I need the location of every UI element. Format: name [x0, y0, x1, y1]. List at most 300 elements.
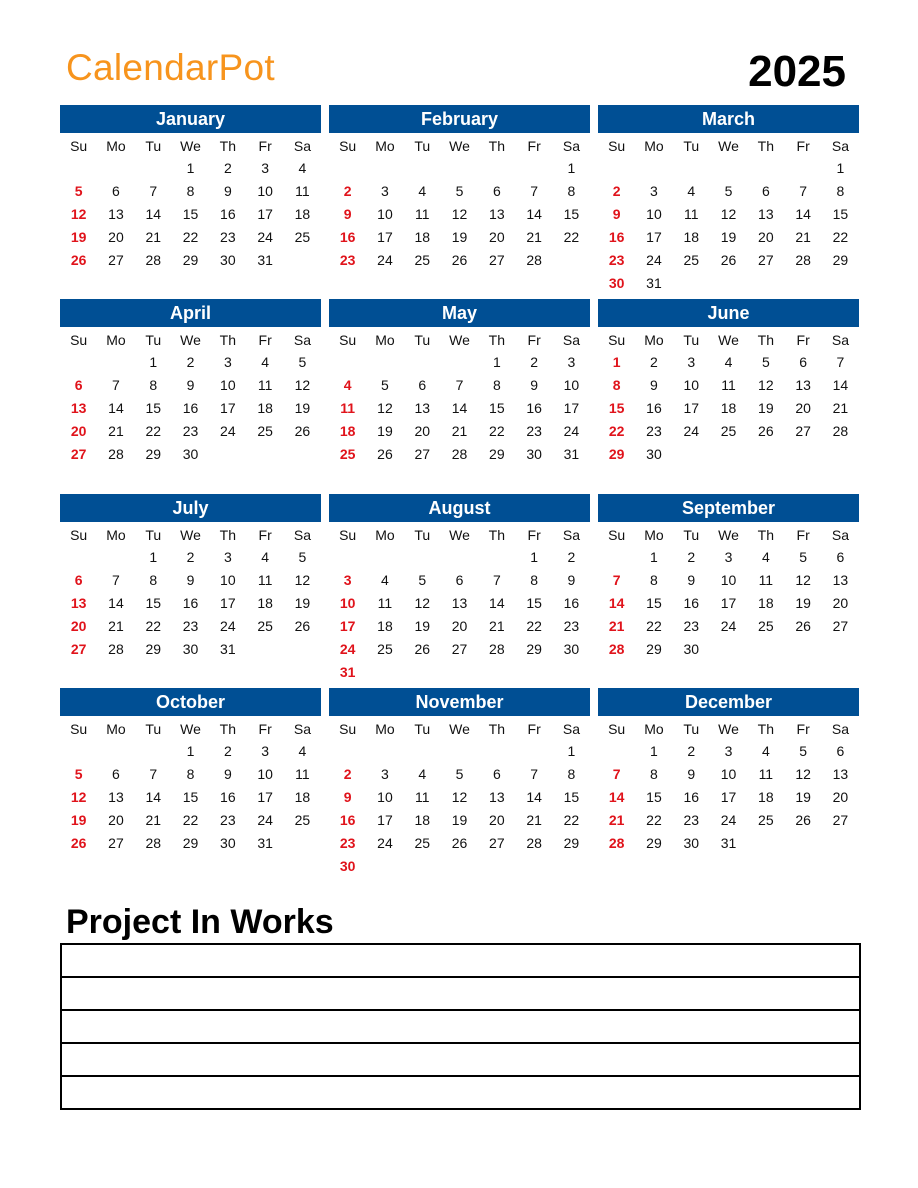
month-september: [598, 494, 859, 661]
day-cell: 5: [418, 572, 427, 588]
day-cell: 3: [223, 354, 232, 370]
weekday-label: Th: [757, 527, 774, 543]
weekday-label: Mo: [106, 332, 126, 348]
day-cell: 29: [646, 835, 662, 851]
day-cell: 2: [687, 549, 696, 565]
month-header: September: [598, 494, 859, 522]
project-line[interactable]: [62, 1044, 859, 1077]
day-cell: 9: [567, 572, 576, 588]
weekday-label: Sa: [293, 527, 311, 543]
day-cell: 16: [563, 595, 580, 611]
day-cell: 24: [563, 423, 580, 439]
weekday-label: Mo: [644, 332, 664, 348]
day-cell: 1: [567, 743, 576, 759]
day-cell: 15: [145, 595, 162, 611]
day-cell: 14: [451, 400, 468, 416]
day-cell: 29: [182, 835, 199, 851]
day-cell: 28: [108, 446, 124, 462]
weekday-label: Sa: [562, 138, 580, 154]
weekday-label: Th: [757, 721, 774, 737]
weekday-label: Sa: [562, 721, 580, 737]
day-cell: 2: [650, 354, 658, 370]
day-cell-sunday: 28: [608, 835, 625, 851]
month-header: March: [598, 105, 859, 133]
day-cell: 10: [220, 572, 236, 588]
weekday-label: Su: [70, 721, 88, 737]
day-cell: 2: [567, 549, 576, 565]
empty-cell: [710, 157, 747, 180]
day-cell-sunday: 13: [70, 400, 87, 416]
day-cell-sunday: 14: [608, 595, 625, 611]
day-cell: 19: [377, 423, 393, 439]
day-cell: 4: [298, 160, 307, 176]
day-cell: 6: [418, 377, 427, 393]
day-cell: 23: [220, 812, 236, 828]
month-days-grid: [598, 329, 859, 466]
day-cell: 29: [145, 641, 162, 657]
day-cell: 25: [414, 252, 431, 268]
weekday-label: Sa: [831, 721, 849, 737]
day-cell: 8: [149, 572, 158, 588]
empty-cell: [329, 157, 366, 180]
day-cell: 11: [758, 766, 774, 782]
day-cell: 28: [489, 641, 505, 657]
day-cell: 22: [182, 812, 199, 828]
day-cell: 4: [261, 354, 270, 370]
month-header: July: [60, 494, 321, 522]
day-cell: 9: [223, 766, 232, 782]
day-cell: 1: [836, 160, 845, 176]
day-cell-sunday: 18: [339, 423, 356, 439]
day-cell: 19: [720, 229, 737, 245]
day-cell: 24: [720, 812, 737, 828]
month-header: April: [60, 299, 321, 327]
day-cell-sunday: 10: [339, 595, 356, 611]
day-cell-sunday: 16: [339, 229, 356, 245]
day-cell: 7: [530, 766, 539, 782]
day-cell: 14: [145, 206, 162, 222]
day-cell: 24: [377, 835, 393, 851]
weekday-label: Th: [488, 332, 505, 348]
day-cell: 25: [758, 812, 774, 828]
day-cell: 25: [720, 423, 737, 439]
day-cell: 21: [451, 423, 468, 439]
day-cell: 17: [720, 789, 737, 805]
weekday-label: Sa: [562, 332, 580, 348]
day-cell: 14: [526, 789, 542, 805]
day-cell: 13: [489, 206, 505, 222]
day-cell: 18: [377, 618, 393, 634]
empty-cell: [784, 157, 821, 180]
day-cell-sunday: 30: [339, 858, 356, 874]
day-cell: 6: [112, 766, 120, 782]
weekday-label: Fr: [796, 527, 810, 543]
project-line[interactable]: [62, 1011, 859, 1044]
day-cell: 24: [683, 423, 700, 439]
day-cell: 14: [526, 206, 542, 222]
day-cell: 12: [414, 595, 431, 611]
day-cell-sunday: 13: [70, 595, 87, 611]
day-cell: 23: [182, 618, 199, 634]
day-cell: 5: [761, 354, 770, 370]
weekday-label: Mo: [375, 527, 395, 543]
weekday-label: We: [718, 527, 739, 543]
day-cell: 4: [298, 743, 307, 759]
day-cell: 23: [220, 229, 236, 245]
day-cell: 18: [758, 789, 774, 805]
day-cell: 11: [257, 572, 273, 588]
day-cell: 3: [724, 549, 733, 565]
empty-cell: [598, 157, 635, 180]
day-cell: 29: [646, 641, 662, 657]
day-cell: 12: [451, 789, 468, 805]
day-cell: 9: [186, 572, 195, 588]
day-cell: 25: [257, 618, 273, 634]
empty-cell: [135, 740, 172, 763]
day-cell: 27: [795, 423, 811, 439]
day-cell: 10: [257, 766, 273, 782]
weekday-label: Su: [608, 527, 626, 543]
weekday-label: We: [180, 527, 201, 543]
weekday-label: Fr: [527, 721, 541, 737]
empty-cell: [441, 157, 478, 180]
weekday-label: Su: [608, 138, 626, 154]
day-cell: 31: [720, 835, 737, 851]
day-cell: 17: [646, 229, 662, 245]
day-cell: 20: [489, 229, 505, 245]
day-cell: 4: [761, 549, 770, 565]
day-cell: 30: [220, 835, 236, 851]
day-cell: 1: [567, 160, 576, 176]
weekday-label: Tu: [414, 332, 431, 348]
empty-cell: [97, 740, 134, 763]
weekday-label: Fr: [258, 527, 272, 543]
weekday-label: Sa: [831, 527, 849, 543]
month-header: June: [598, 299, 859, 327]
weekday-label: Tu: [683, 138, 700, 154]
day-cell: 30: [526, 446, 542, 462]
month-december: [598, 688, 859, 855]
empty-cell: [366, 546, 403, 569]
day-cell: 11: [295, 183, 310, 199]
day-cell: 9: [186, 377, 195, 393]
day-cell: 15: [182, 789, 199, 805]
month-days-grid: [598, 135, 859, 295]
day-cell: 18: [414, 812, 431, 828]
day-cell: 24: [257, 229, 273, 245]
day-cell: 18: [294, 789, 311, 805]
day-cell: 26: [795, 812, 811, 828]
day-cell: 16: [182, 400, 199, 416]
day-cell: 31: [220, 641, 236, 657]
day-cell: 13: [489, 789, 505, 805]
month-days-grid: [329, 524, 590, 684]
day-cell-sunday: 11: [340, 400, 356, 416]
day-cell: 8: [492, 377, 501, 393]
day-cell: 5: [799, 743, 808, 759]
day-cell: 26: [451, 252, 468, 268]
month-may: [329, 299, 590, 466]
day-cell: 14: [145, 789, 162, 805]
projects-lines: [60, 943, 861, 1110]
day-cell: 18: [683, 229, 700, 245]
day-cell: 10: [720, 766, 737, 782]
day-cell: 28: [795, 252, 811, 268]
month-january: [60, 105, 321, 272]
project-line[interactable]: [62, 978, 859, 1011]
day-cell: 25: [683, 252, 700, 268]
weekday-label: Sa: [831, 332, 849, 348]
day-cell: 17: [220, 400, 236, 416]
day-cell: 13: [832, 766, 849, 782]
day-cell: 15: [145, 400, 162, 416]
day-cell: 8: [186, 766, 195, 782]
day-cell: 11: [414, 789, 430, 805]
day-cell: 19: [758, 400, 774, 416]
day-cell: 22: [646, 618, 662, 634]
day-cell: 2: [186, 354, 195, 370]
day-cell: 23: [563, 618, 580, 634]
month-june: [598, 299, 859, 466]
day-cell: 2: [186, 549, 195, 565]
day-cell: 10: [683, 377, 700, 393]
day-cell: 23: [526, 423, 542, 439]
day-cell: 17: [257, 789, 273, 805]
day-cell: 19: [414, 618, 431, 634]
day-cell: 12: [720, 206, 737, 222]
day-cell: 8: [650, 766, 658, 782]
day-cell: 8: [567, 766, 576, 782]
day-cell: 27: [832, 618, 849, 634]
day-cell: 26: [758, 423, 774, 439]
day-cell: 26: [451, 835, 468, 851]
day-cell: 4: [724, 354, 733, 370]
empty-cell: [404, 546, 441, 569]
day-cell: 16: [220, 789, 236, 805]
day-cell: 6: [761, 183, 770, 199]
day-cell: 31: [563, 446, 580, 462]
day-cell-sunday: 1: [612, 354, 621, 370]
day-cell: 28: [451, 446, 468, 462]
day-cell-sunday: 27: [70, 446, 87, 462]
day-cell: 1: [149, 549, 158, 565]
day-cell: 28: [145, 835, 162, 851]
day-cell: 16: [220, 206, 236, 222]
day-cell: 18: [414, 229, 431, 245]
day-cell: 21: [145, 229, 162, 245]
empty-cell: [329, 351, 366, 374]
day-cell: 22: [526, 618, 542, 634]
day-cell: 12: [294, 377, 311, 393]
day-cell: 17: [563, 400, 580, 416]
month-october: [60, 688, 321, 855]
day-cell: 24: [220, 618, 236, 634]
weekday-label: We: [718, 721, 739, 737]
day-cell: 5: [455, 183, 464, 199]
weekday-label: Th: [219, 332, 236, 348]
day-cell: 24: [377, 252, 393, 268]
month-november: [329, 688, 590, 878]
day-cell: 7: [112, 377, 120, 393]
weekday-label: We: [718, 332, 739, 348]
weekday-label: Tu: [683, 721, 700, 737]
weekday-label: We: [718, 138, 739, 154]
empty-cell: [441, 351, 478, 374]
day-cell: 12: [451, 206, 468, 222]
month-days-grid: [329, 135, 590, 272]
project-line[interactable]: [62, 945, 859, 978]
day-cell: 3: [381, 766, 389, 782]
weekday-label: We: [180, 332, 201, 348]
day-cell: 27: [489, 835, 505, 851]
day-cell-sunday: 4: [343, 377, 352, 393]
day-cell: 1: [650, 549, 658, 565]
day-cell: 2: [223, 160, 232, 176]
day-cell: 31: [646, 275, 662, 291]
day-cell-sunday: 8: [612, 377, 621, 393]
day-cell: 21: [832, 400, 849, 416]
weekday-label: Fr: [796, 721, 810, 737]
day-cell-sunday: 19: [70, 812, 87, 828]
day-cell-sunday: 23: [339, 835, 356, 851]
day-cell: 31: [257, 252, 273, 268]
day-cell: 14: [832, 377, 849, 393]
day-cell: 11: [257, 377, 273, 393]
day-cell: 27: [832, 812, 849, 828]
day-cell: 21: [489, 618, 505, 634]
day-cell: 9: [650, 377, 658, 393]
weekday-label: Th: [488, 527, 505, 543]
month-days-grid: [329, 329, 590, 466]
weekday-label: Mo: [106, 138, 126, 154]
day-cell: 25: [294, 812, 311, 828]
day-cell-sunday: 14: [608, 789, 625, 805]
weekday-label: Fr: [527, 527, 541, 543]
day-cell: 20: [451, 618, 468, 634]
day-cell: 14: [489, 595, 505, 611]
day-cell: 20: [489, 812, 505, 828]
day-cell: 27: [108, 835, 124, 851]
month-days-grid: [598, 524, 859, 661]
day-cell: 27: [758, 252, 774, 268]
day-cell: 27: [108, 252, 124, 268]
day-cell-sunday: 16: [339, 812, 356, 828]
day-cell: 12: [377, 400, 393, 416]
day-cell: 15: [526, 595, 542, 611]
weekday-label: Su: [339, 527, 357, 543]
project-line[interactable]: [62, 1077, 859, 1110]
weekday-label: Sa: [831, 138, 849, 154]
day-cell-sunday: 23: [608, 252, 625, 268]
day-cell: 9: [223, 183, 232, 199]
day-cell: 15: [563, 206, 580, 222]
day-cell: 10: [720, 572, 737, 588]
day-cell-sunday: 26: [70, 835, 87, 851]
day-cell: 13: [451, 595, 468, 611]
day-cell: 31: [257, 835, 273, 851]
weekday-label: Mo: [375, 332, 395, 348]
empty-cell: [60, 546, 97, 569]
empty-cell: [747, 157, 784, 180]
day-cell: 18: [257, 400, 273, 416]
day-cell-sunday: 9: [612, 206, 621, 222]
day-cell-sunday: 21: [608, 618, 625, 634]
day-cell: 15: [182, 206, 199, 222]
day-cell: 26: [294, 618, 311, 634]
day-cell-sunday: 9: [343, 206, 352, 222]
day-cell-sunday: 2: [343, 766, 352, 782]
day-cell: 29: [182, 252, 199, 268]
day-cell: 3: [261, 160, 270, 176]
day-cell-sunday: 29: [608, 446, 625, 462]
day-cell: 9: [687, 766, 696, 782]
day-cell: 22: [563, 812, 580, 828]
day-cell: 8: [567, 183, 576, 199]
day-cell: 3: [381, 183, 389, 199]
empty-cell: [97, 157, 134, 180]
day-cell: 5: [455, 766, 464, 782]
day-cell: 22: [646, 812, 662, 828]
day-cell-sunday: 15: [608, 400, 625, 416]
day-cell-sunday: 3: [343, 572, 352, 588]
day-cell: 4: [418, 766, 427, 782]
day-cell: 29: [526, 641, 542, 657]
weekday-label: Tu: [414, 527, 431, 543]
day-cell: 7: [455, 377, 464, 393]
day-cell: 8: [650, 572, 658, 588]
weekday-label: Th: [219, 527, 236, 543]
weekday-label: Su: [339, 138, 357, 154]
day-cell: 19: [294, 595, 311, 611]
month-days-grid: [598, 718, 859, 855]
empty-cell: [366, 157, 403, 180]
weekday-label: We: [180, 721, 201, 737]
day-cell: 20: [108, 812, 124, 828]
day-cell: 26: [795, 618, 811, 634]
day-cell: 18: [257, 595, 273, 611]
day-cell: 11: [721, 377, 736, 393]
weekday-label: Tu: [145, 721, 162, 737]
day-cell: 15: [646, 789, 662, 805]
empty-cell: [60, 351, 97, 374]
empty-cell: [515, 740, 552, 763]
day-cell-sunday: 20: [70, 618, 87, 634]
day-cell: 4: [687, 183, 696, 199]
day-cell: 23: [683, 618, 700, 634]
weekday-label: We: [449, 138, 470, 154]
day-cell: 1: [149, 354, 158, 370]
day-cell: 7: [799, 183, 808, 199]
day-cell: 28: [526, 835, 542, 851]
day-cell: 12: [795, 572, 811, 588]
weekday-label: Fr: [258, 721, 272, 737]
weekday-label: Fr: [527, 332, 541, 348]
day-cell: 12: [294, 572, 311, 588]
day-cell: 10: [220, 377, 236, 393]
day-cell: 22: [489, 423, 505, 439]
day-cell: 15: [832, 206, 849, 222]
day-cell: 15: [563, 789, 580, 805]
day-cell: 28: [108, 641, 124, 657]
day-cell: 24: [220, 423, 236, 439]
empty-cell: [366, 740, 403, 763]
day-cell: 15: [489, 400, 505, 416]
day-cell-sunday: 17: [339, 618, 356, 634]
weekday-label: Mo: [375, 138, 395, 154]
day-cell: 1: [186, 743, 195, 759]
empty-cell: [135, 157, 172, 180]
empty-cell: [60, 740, 97, 763]
